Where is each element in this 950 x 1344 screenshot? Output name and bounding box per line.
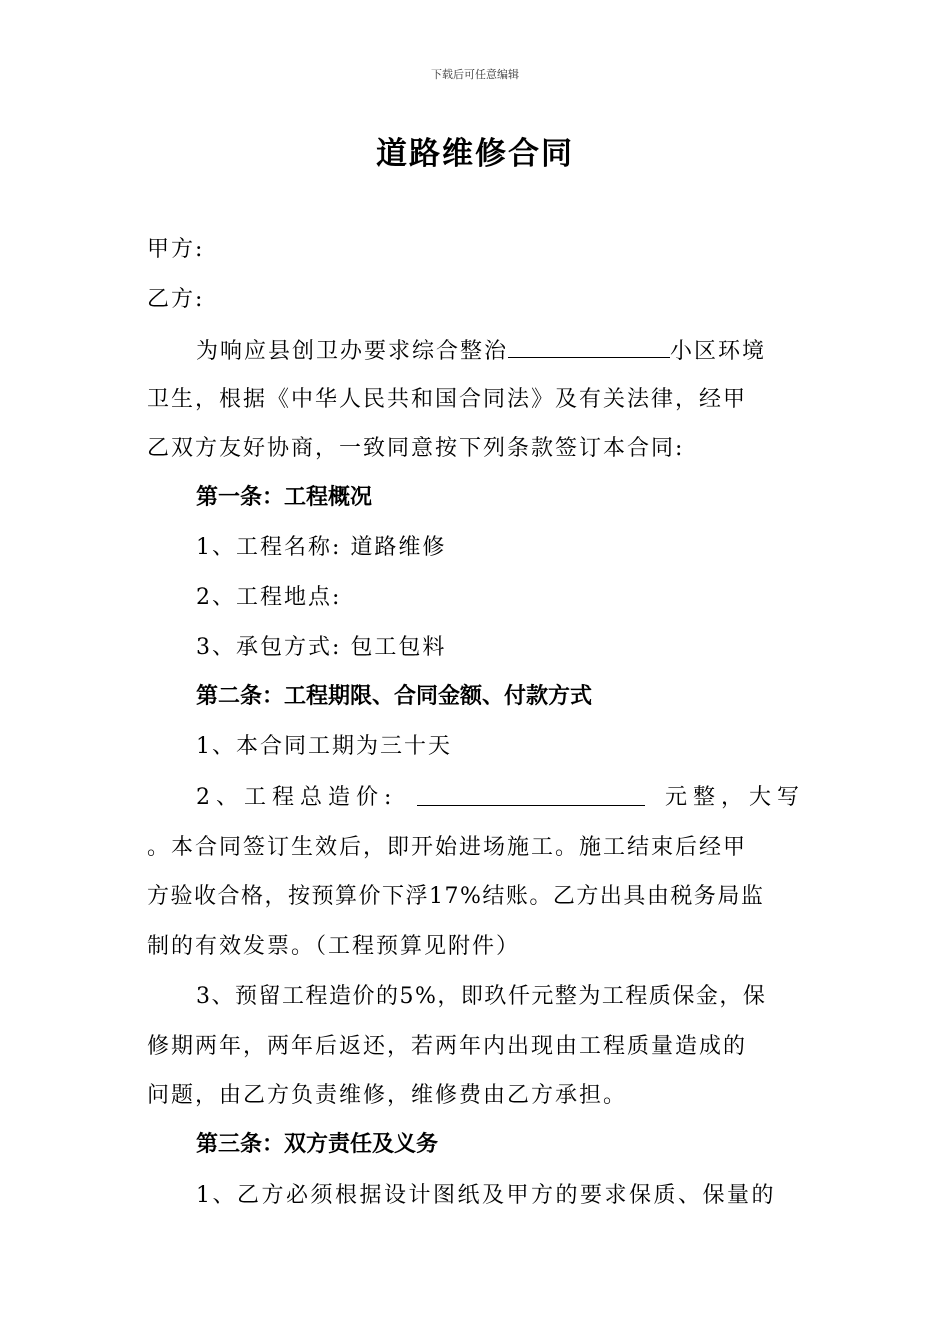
article-2-item-2-line-2: 。本合同签订生效后，即开始进场施工。施工结束后经甲 [147, 835, 748, 860]
intro-text-pre: 为响应县创卫办要求综合整治 [196, 339, 509, 364]
article-1-item-3: 3、承包方式: 包工包料 [196, 635, 447, 660]
article-2-item-3-line-3: 问题，由乙方负责维修，维修费由乙方承担。 [147, 1083, 628, 1108]
article-2-heading: 第二条：工程期限、合同金额、付款方式 [196, 684, 593, 709]
intro-line-3: 乙双方友好协商，一致同意按下列条款签订本合同: [147, 436, 685, 461]
total-price-label: 2、工程总造价: [196, 785, 398, 810]
article-3-heading: 第三条：双方责任及义务 [196, 1132, 439, 1157]
article-2-item-2-line-1 [196, 783, 805, 813]
header-note: 下载后可任意编辑 [431, 68, 519, 81]
article-2-item-1: 1、本合同工期为三十天 [196, 734, 452, 759]
article-1-item-1: 1、工程名称: 道路维修 [196, 535, 447, 560]
document-title: 道路维修合同 [376, 136, 574, 172]
intro-line-2: 卫生，根据《中华人民共和国合同法》及有关法律，经甲 [147, 387, 748, 412]
intro-line-1 [196, 335, 807, 367]
article-1-heading: 第一条：工程概况 [196, 485, 373, 510]
total-price-blank [417, 783, 645, 806]
article-2-item-2-line-3: 方验收合格，按预算价下浮17%结账。乙方出具由税务局监 [147, 884, 765, 909]
party-b-label: 乙方: [147, 287, 205, 312]
area-name-blank [508, 335, 670, 358]
article-1-item-2: 2、工程地点: [196, 585, 342, 610]
article-3-item-1: 1、乙方必须根据设计图纸及甲方的要求保质、保量的 [196, 1183, 776, 1208]
party-a-label: 甲方: [147, 237, 205, 262]
article-2-item-2-line-4: 制的有效发票。（工程预算见附件） [147, 934, 521, 959]
total-price-suffix: 元整，大写 [664, 785, 805, 810]
article-2-item-3-line-1: 3、预留工程造价的5%，即玖仟元整为工程质保金，保 [196, 984, 767, 1009]
intro-text-post: 小区环境 [670, 339, 767, 364]
article-2-item-3-line-2: 修期两年，两年后返还，若两年内出现由工程质量造成的 [147, 1034, 748, 1059]
